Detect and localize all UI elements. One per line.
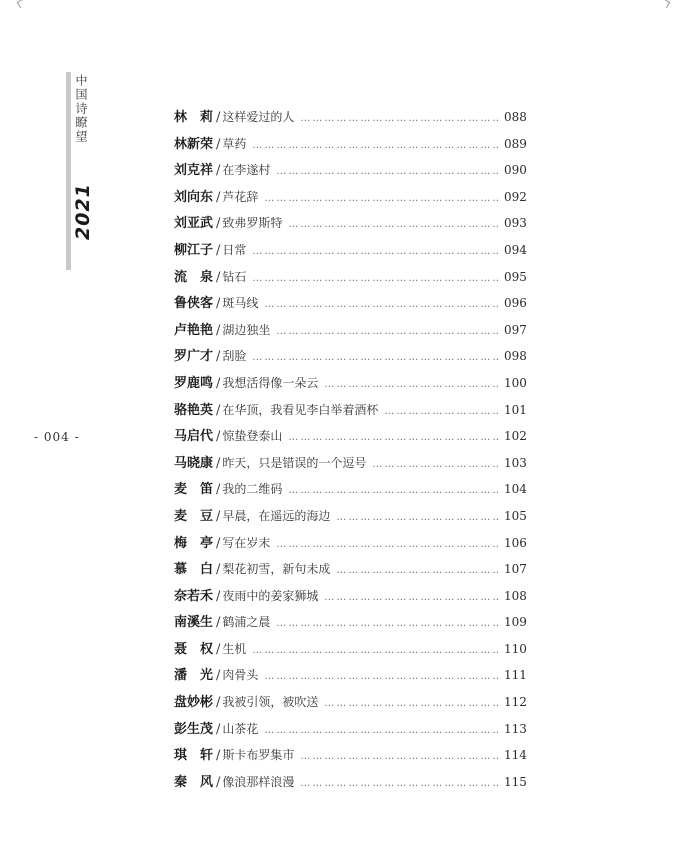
toc-title: 在华顶，我看见李白举着酒杯 — [222, 402, 379, 417]
toc-entry — [174, 106, 526, 133]
toc-author: 流 泉 — [174, 269, 214, 285]
toc-title: 钻石 — [222, 269, 247, 284]
toc-separator: / — [216, 535, 221, 551]
toc-entry — [174, 319, 526, 346]
toc-entry — [174, 452, 526, 479]
toc-page-number: 112 — [504, 695, 527, 710]
toc-author: 鲁侠客 — [174, 296, 214, 312]
toc-dot-leader — [252, 351, 498, 365]
toc-page-number: 111 — [504, 668, 527, 683]
toc-separator: / — [216, 269, 221, 285]
toc-author: 刘克祥 — [174, 163, 214, 179]
toc-entry — [174, 425, 526, 452]
table-of-contents — [174, 106, 526, 797]
toc-author: 林新荣 — [174, 136, 214, 152]
toc-dot-leader — [276, 538, 498, 552]
toc-page-number: 097 — [504, 322, 527, 337]
toc-title: 湖边独坐 — [222, 322, 271, 337]
toc-entry — [174, 771, 526, 798]
toc-separator: / — [216, 615, 221, 631]
toc-author: 梅 亭 — [174, 535, 214, 551]
toc-entry — [174, 266, 526, 293]
toc-title: 这样爱过的人 — [222, 110, 295, 124]
toc-separator: / — [216, 482, 221, 498]
page-number: - 004 - — [34, 430, 80, 444]
toc-dot-leader — [324, 697, 498, 711]
toc-title: 我想活得像一朵云 — [222, 375, 319, 390]
toc-separator: / — [216, 748, 221, 764]
toc-title: 鹤浦之晨 — [222, 615, 271, 630]
toc-page-number: 108 — [504, 588, 527, 603]
toc-page-number: 103 — [504, 455, 527, 470]
toc-page-number: 095 — [504, 269, 527, 284]
toc-author: 罗鹿鸣 — [174, 375, 214, 391]
toc-page-number: 107 — [504, 562, 527, 577]
toc-separator: / — [216, 322, 221, 338]
toc-dot-leader — [300, 112, 498, 126]
toc-dot-leader — [300, 750, 498, 764]
toc-entry — [174, 292, 526, 319]
toc-entry — [174, 372, 526, 399]
toc-entry — [174, 611, 526, 638]
toc-separator: / — [216, 588, 221, 604]
series-title: 中国诗瞭望 — [74, 74, 88, 144]
toc-entry — [174, 558, 526, 585]
corner-mark — [661, 0, 671, 8]
toc-page-number: 105 — [504, 508, 527, 523]
toc-author: 马晓康 — [174, 455, 214, 471]
toc-author: 柳江子 — [174, 242, 214, 258]
toc-dot-leader — [252, 644, 498, 658]
toc-separator: / — [216, 668, 221, 684]
toc-title: 草药 — [222, 136, 247, 151]
toc-author: 骆艳英 — [174, 402, 214, 418]
toc-title: 像浪那样浪漫 — [222, 774, 295, 789]
series-year: 2021 — [72, 183, 94, 240]
toc-author: 奈若禾 — [174, 588, 214, 604]
toc-author: 卢艳艳 — [174, 322, 214, 338]
toc-author: 麦 笛 — [174, 482, 214, 498]
toc-title: 致弗罗斯特 — [222, 216, 283, 231]
toc-author: 秦 风 — [174, 774, 214, 790]
toc-page-number: 098 — [504, 349, 527, 364]
toc-page-number: 088 — [504, 110, 527, 124]
toc-page-number: 101 — [504, 402, 527, 417]
toc-separator: / — [216, 110, 221, 125]
toc-separator: / — [216, 216, 221, 232]
toc-page-number: 115 — [504, 774, 527, 789]
toc-dot-leader — [264, 192, 498, 206]
toc-entry — [174, 212, 526, 239]
toc-page-number: 104 — [504, 482, 527, 497]
toc-separator: / — [216, 163, 221, 179]
toc-author: 慕 白 — [174, 562, 214, 578]
toc-title: 肉骨头 — [222, 668, 259, 683]
toc-title: 写在岁末 — [222, 535, 271, 550]
toc-dot-leader — [264, 724, 498, 738]
toc-author: 马启代 — [174, 429, 214, 445]
toc-entry — [174, 744, 526, 771]
toc-separator: / — [216, 242, 221, 258]
toc-title: 斯卡布罗集市 — [222, 748, 295, 763]
toc-page-number: 090 — [504, 163, 527, 178]
toc-title: 生机 — [222, 641, 247, 656]
toc-dot-leader — [372, 458, 498, 472]
toc-entry — [174, 664, 526, 691]
toc-author: 林 莉 — [174, 110, 214, 125]
toc-dot-leader — [384, 405, 498, 419]
toc-page-number: 092 — [504, 189, 527, 204]
toc-title: 斑马线 — [222, 296, 259, 311]
toc-page-number: 096 — [504, 296, 527, 311]
toc-title: 日常 — [222, 242, 247, 257]
toc-title: 山茶花 — [222, 721, 259, 736]
toc-entry — [174, 399, 526, 426]
toc-title: 刮脸 — [222, 349, 247, 364]
toc-separator: / — [216, 429, 221, 445]
toc-title: 夜雨中的姜家狮城 — [222, 588, 319, 603]
toc-author: 南溪生 — [174, 615, 214, 631]
toc-entry — [174, 532, 526, 559]
toc-entry — [174, 585, 526, 612]
toc-dot-leader — [288, 431, 498, 445]
toc-dot-leader — [300, 777, 498, 791]
toc-entry — [174, 691, 526, 718]
toc-dot-leader — [276, 165, 498, 179]
toc-entry — [174, 133, 526, 160]
toc-separator: / — [216, 136, 221, 152]
toc-dot-leader — [336, 564, 498, 578]
toc-dot-leader — [276, 325, 498, 339]
toc-title: 我的二维码 — [222, 482, 283, 497]
toc-page-number: 102 — [504, 429, 527, 444]
toc-author: 麦 豆 — [174, 508, 214, 524]
toc-page-number: 100 — [504, 375, 527, 390]
toc-page-number: 094 — [504, 242, 527, 257]
toc-title: 在李遂村 — [222, 163, 271, 178]
toc-author: 刘向东 — [174, 189, 214, 205]
toc-dot-leader — [252, 272, 498, 286]
toc-dot-leader — [288, 218, 498, 232]
toc-separator: / — [216, 349, 221, 365]
toc-entry — [174, 638, 526, 665]
toc-separator: / — [216, 375, 221, 391]
toc-entry — [174, 718, 526, 745]
toc-dot-leader — [288, 484, 498, 498]
toc-author: 琪 轩 — [174, 748, 214, 764]
toc-dot-leader — [276, 617, 498, 631]
toc-page-number: 106 — [504, 535, 527, 550]
toc-author: 聂 权 — [174, 641, 214, 657]
toc-title: 芦花辞 — [222, 189, 259, 204]
toc-page-number: 110 — [504, 641, 527, 656]
toc-separator: / — [216, 296, 221, 312]
toc-separator: / — [216, 695, 221, 711]
toc-entry — [174, 186, 526, 213]
toc-separator: / — [216, 189, 221, 205]
toc-separator: / — [216, 508, 221, 524]
toc-page-number: 109 — [504, 615, 527, 630]
toc-entry — [174, 478, 526, 505]
toc-separator: / — [216, 721, 221, 737]
toc-dot-leader — [252, 245, 498, 259]
toc-author: 彭生茂 — [174, 721, 214, 737]
toc-title: 梨花初雪，新句未成 — [222, 562, 331, 577]
toc-dot-leader — [336, 511, 498, 525]
toc-dot-leader — [264, 298, 498, 312]
toc-entry — [174, 159, 526, 186]
toc-page-number: 113 — [504, 721, 527, 736]
toc-entry — [174, 345, 526, 372]
toc-title: 早晨，在遥远的海边 — [222, 508, 331, 523]
toc-dot-leader — [264, 670, 498, 684]
toc-separator: / — [216, 402, 221, 418]
corner-mark — [17, 0, 27, 8]
toc-separator: / — [216, 562, 221, 578]
toc-author: 刘亚武 — [174, 216, 214, 232]
toc-entry — [174, 239, 526, 266]
toc-page-number: 089 — [504, 136, 527, 151]
toc-entry — [174, 505, 526, 532]
toc-author: 罗广才 — [174, 349, 214, 365]
toc-title: 我被引领，被吹送 — [222, 695, 319, 710]
toc-dot-leader — [252, 139, 498, 153]
toc-page-number: 114 — [504, 748, 527, 763]
toc-title: 昨天，只是错误的一个逗号 — [222, 455, 367, 470]
toc-dot-leader — [324, 378, 498, 392]
toc-separator: / — [216, 641, 221, 657]
toc-title: 惊蛰登泰山 — [222, 429, 283, 444]
toc-author: 盘妙彬 — [174, 695, 214, 711]
toc-dot-leader — [324, 591, 498, 605]
toc-author: 潘 光 — [174, 668, 214, 684]
toc-separator: / — [216, 455, 221, 471]
toc-page-number: 093 — [504, 216, 527, 231]
toc-separator: / — [216, 774, 221, 790]
